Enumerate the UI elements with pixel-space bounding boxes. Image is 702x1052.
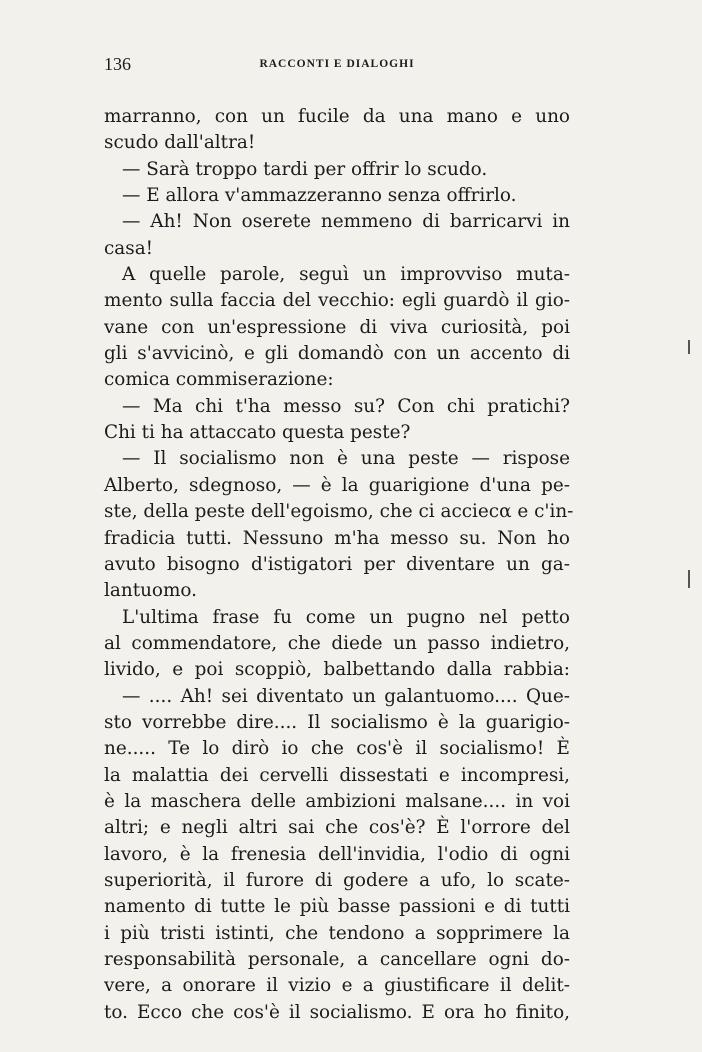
text-line: fradicia tutti. Nessuno m'ha messo su. Non ho xyxy=(104,527,570,549)
text-line: la malattia dei cervelli dissestati e incompresi, xyxy=(104,764,570,786)
text-line: L'ultima frase fu come un pugno nel petto xyxy=(122,606,570,628)
text-line: — Ma chi t'ha messo su? Con chi pratichi? xyxy=(122,395,570,417)
text-line: lantuomo. xyxy=(104,580,198,602)
text-line: mento sulla faccia del vecchio: egli guardò il gio- xyxy=(104,290,570,312)
text-line: Alberto, sdegnoso, — è la guarigione d'una pe- xyxy=(104,474,570,496)
text-line: namento di tutte le più basse passioni e di tutti xyxy=(104,896,570,918)
text-line: lavoro, è la frenesia dell'invidia, l'odio di ogni xyxy=(104,843,570,865)
text-line: gli s'avvicinò, e gli domandò con un accento di xyxy=(104,343,570,365)
text-line: vane con un'espressione di viva curiosità, poi xyxy=(104,316,570,338)
text-line: marranno, con un fucile da una mano e uno xyxy=(104,106,570,127)
text-line: i più tristi istinti, che tendono a sopprimere la xyxy=(104,922,570,944)
text-line: A quelle parole, seguì un improvviso muta- xyxy=(122,264,570,286)
text-line: responsabilità personale, a cancellare ogni do- xyxy=(104,949,570,970)
margin-mark xyxy=(688,340,690,354)
text-line: — Sarà troppo tardi per offrir lo scudo. xyxy=(122,158,488,180)
text-line: ne..... Te lo dirò io che cos'è il socialismo! È xyxy=(104,738,570,760)
text-line: — Il socialismo non è una peste — rispose xyxy=(122,448,570,470)
page-number: 136 xyxy=(104,54,131,74)
text-line: casa! xyxy=(104,237,154,259)
page-header xyxy=(104,52,570,78)
text-line: to. Ecco che cos'è il socialismo. E ora ho finito, xyxy=(104,1001,570,1023)
text-line: sto vorrebbe dire.... Il socialismo è la guarigio- xyxy=(104,711,570,733)
text-line: superiorità, il furore di godere a ufo, lo scate- xyxy=(104,869,570,891)
text-line: comica commiserazione: xyxy=(104,369,334,391)
text-line: scudo dall'altra! xyxy=(104,132,256,154)
text-line: Chi ti ha attaccato questa peste? xyxy=(104,422,411,444)
text-line: altri; e negli altri sai che cos'è? È l'orrore del xyxy=(104,817,570,839)
text-line: al commendatore, che diede un passo indietro, xyxy=(104,632,570,654)
body-text xyxy=(104,104,574,1026)
text-line: ste, della peste dell'egoismo, che ci acciecα e c'in- xyxy=(104,501,574,523)
text-line: è la maschera delle ambizioni malsane.... in voi xyxy=(104,790,570,812)
margin-mark xyxy=(688,570,690,588)
text-line: avuto bisogno d'istigatori per diventare un ga- xyxy=(104,553,570,575)
text-line: livido, e poi scoppiò, balbettando dalla rabbia: xyxy=(104,659,570,681)
text-line: — Ah! Non oserete nemmeno di barricarvi in xyxy=(122,211,570,233)
text-line: — E allora v'ammazzeranno senza offrirlo. xyxy=(122,185,517,207)
text-line: — .... Ah! sei diventato un galantuomo.... Que- xyxy=(122,685,570,707)
running-title: RACCONTI E DIALOGHI xyxy=(259,58,415,70)
text-line: vere, a onorare il vizio e a giustificare il delit- xyxy=(104,975,570,997)
